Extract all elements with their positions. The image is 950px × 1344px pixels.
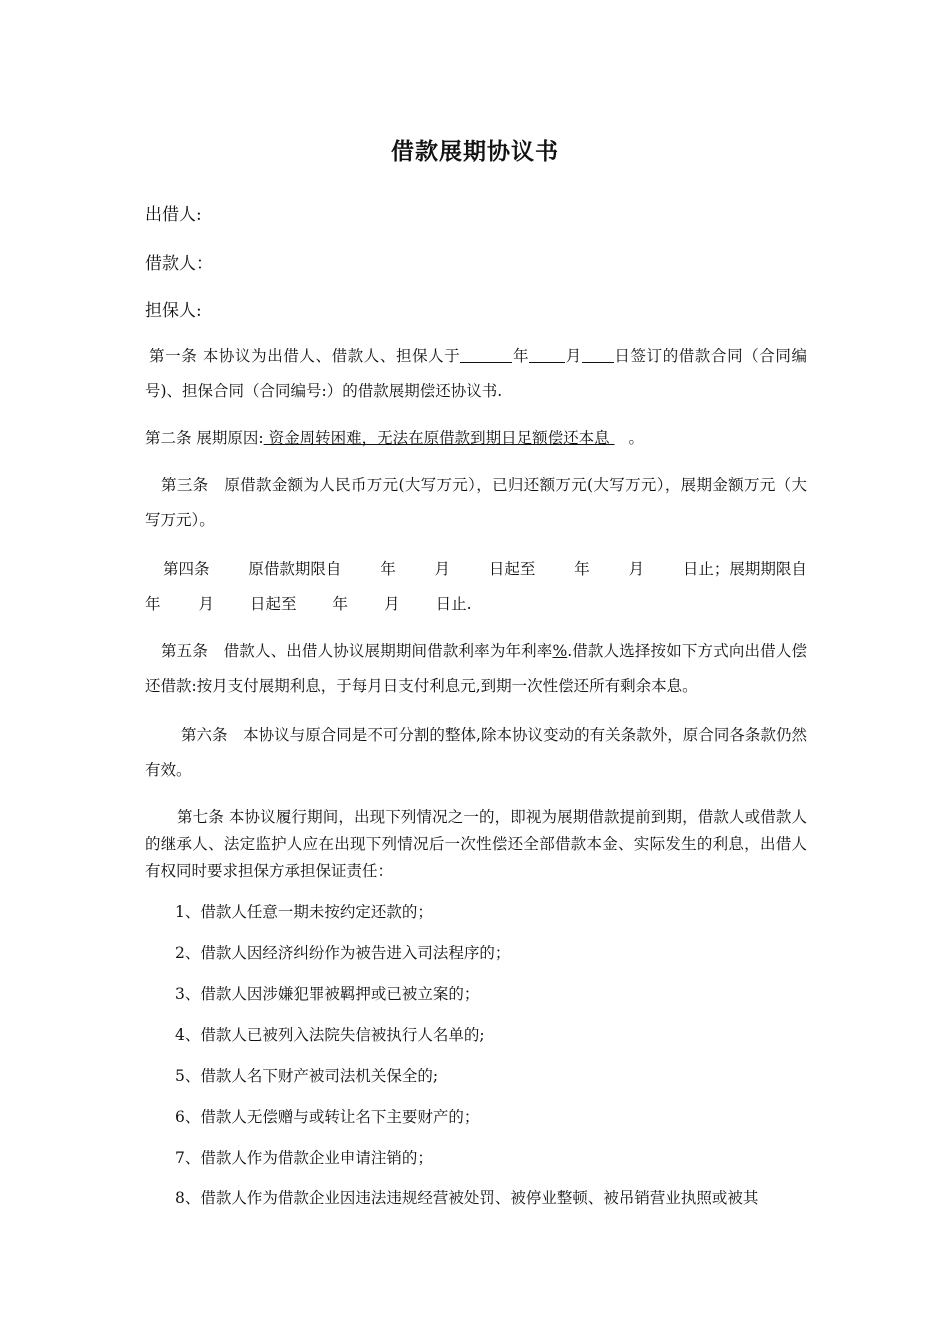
article-4-month-2: 月 xyxy=(628,560,645,578)
article-4-year-1: 年 xyxy=(380,560,396,578)
article-4-month-1: 月 xyxy=(434,560,451,578)
day-blank xyxy=(582,348,614,363)
article-4-year-3: 年 xyxy=(145,595,161,613)
article-5 xyxy=(145,634,807,704)
article-6: 第六条 本协议与原合同是不可分割的整体,除本协议变动的有关条款外，原合同各条款仍然有效。 xyxy=(145,726,807,779)
article-4-text-a: 原借款期限自 xyxy=(248,560,342,578)
list-item: 5、借款人名下财产被司法机关保全的; xyxy=(175,1067,439,1085)
article-4-line-1 xyxy=(145,552,807,587)
borrower-line: 借款人： xyxy=(145,254,213,274)
article-1-month: 月 xyxy=(565,347,582,365)
interest-rate-percent: % xyxy=(552,642,568,660)
article-4-day-from-1: 日起至 xyxy=(488,560,536,578)
article-4-month-4: 月 xyxy=(384,595,400,613)
list-item: 4、借款人已被列入法院失信被执行人名单的; xyxy=(175,1026,485,1044)
article-1-text-a: 第一条 本协议为出借人、借款人、担保人于 xyxy=(149,347,461,365)
document-title: 借款展期协议书 xyxy=(391,138,559,165)
year-blank xyxy=(460,348,512,363)
article-1-year: 年 xyxy=(512,347,530,365)
article-4-month-3: 月 xyxy=(198,595,215,613)
extension-reason: 资金周转困难，无法在原借款到期日足额偿还本息 xyxy=(263,429,615,447)
article-7: 第七条 本协议履行期间，出现下列情况之一的，即视为展期借款提前到期，借款人或借款人的继承人、法定监护人应在出现下列情况后一次性偿还全部借款本金、实际发生的利息，出借人有权同时要求担保方承担保证责任： xyxy=(145,808,807,880)
article-4-year-4: 年 xyxy=(332,595,349,613)
list-item: 1、借款人任意一期未按约定还款的； xyxy=(175,903,433,921)
list-item: 6、借款人无偿赠与或转让名下主要财产的； xyxy=(175,1108,480,1126)
article-1-text-b: 日签订的借款合同（合同编号)、担保合同（合同编号:）的借款展期偿还协议书. xyxy=(145,347,807,400)
article-4-day-end-1: 日止；展期期限自 xyxy=(682,560,807,578)
lender-line: 出借人: xyxy=(145,205,202,225)
list-item: 7、借款人作为借款企业申请注销的； xyxy=(175,1149,433,1167)
article-4-line-2 xyxy=(145,587,807,622)
list-item: 2、借款人因经济纠纷作为被告进入司法程序的； xyxy=(175,944,511,962)
list-item: 3、借款人因涉嫌犯罪被羁押或已被立案的； xyxy=(175,985,480,1003)
month-blank xyxy=(529,348,565,363)
article-2-text-b: 。 xyxy=(628,429,645,447)
article-2 xyxy=(145,421,807,456)
article-1 xyxy=(145,339,807,409)
article-4-label: 第四条 xyxy=(163,560,210,578)
article-4-year-2: 年 xyxy=(574,560,590,578)
guarantor-line: 担保人: xyxy=(145,301,202,321)
article-3: 第三条 原借款金额为人民币万元(大写万元），已归还额万元(大写万元），展期金额万元（大写万元）。 xyxy=(145,476,807,529)
article-4 xyxy=(145,552,807,622)
article-4-day-end-2: 日止. xyxy=(435,595,472,613)
article-4-day-from-2: 日起至 xyxy=(250,595,297,613)
article-2-text-a: 第二条 展期原因: xyxy=(145,429,264,447)
article-5-text-a: 第五条 借款人、出借人协议展期期间借款利率为年利率 xyxy=(161,642,553,660)
list-item: 8、借款人作为借款企业因违法违规经营被处罚、被停业整顿、被吊销营业执照或被其 xyxy=(175,1189,759,1207)
article-5-text-b: .借款人选择按如下方式向出借人偿还借款:按月支付展期利息，于每月日支付利息元,到期一次性偿还所有剩余本息。 xyxy=(145,642,807,695)
